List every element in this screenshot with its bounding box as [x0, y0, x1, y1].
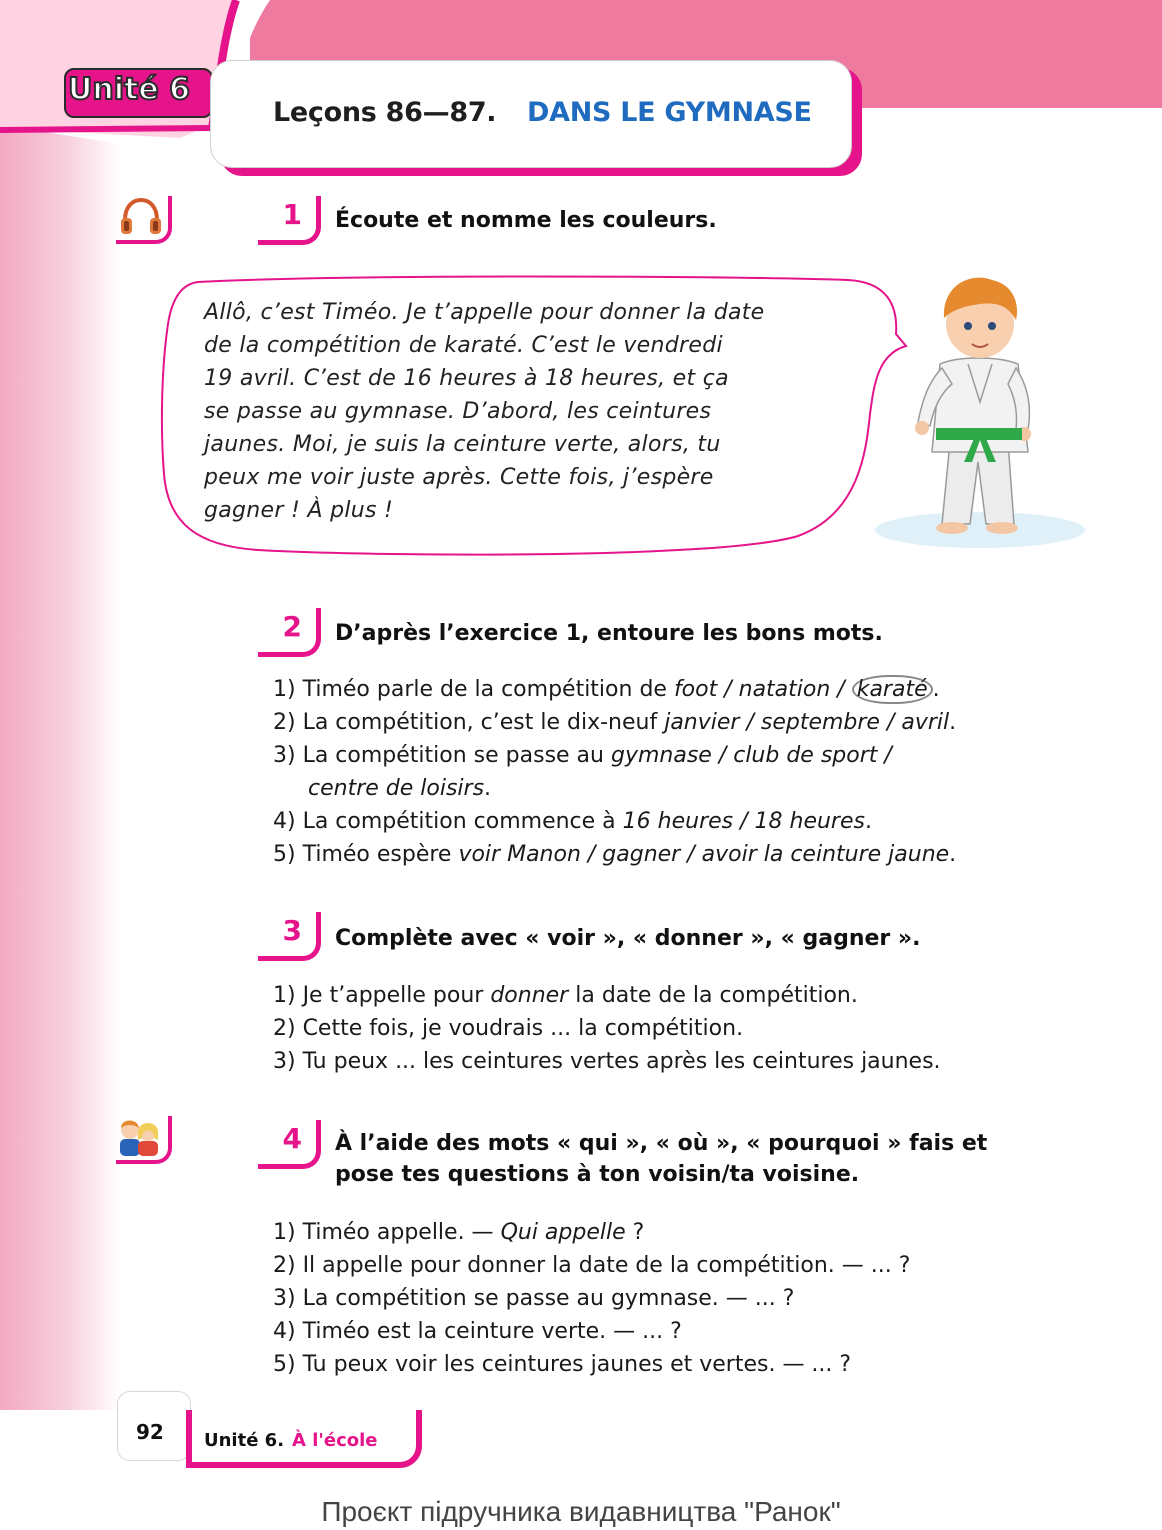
exercise-3-title: Complète avec « voir », « donner », « gagner ».: [335, 926, 921, 951]
footer-unit-title: À l'école: [292, 1430, 378, 1451]
audio-marker: [116, 196, 168, 242]
list-item: 4) Timéo est la ceinture verte. — ... ?: [273, 1319, 682, 1344]
list-item: 1) Timéo appelle. — Qui appelle ?: [273, 1220, 645, 1245]
publisher-caption: Проєкт підручника видавництва "Ранок": [321, 1496, 841, 1527]
circled-answer: karaté: [852, 675, 933, 704]
exercise-2-list: [273, 673, 956, 871]
pair-work-marker: [116, 1116, 168, 1162]
list-item: 2) La compétition, c’est le dix-neuf janvier / septembre / avril.: [273, 710, 957, 735]
list-item: 4) La compétition commence à 16 heures / 18 heures.: [273, 809, 872, 834]
list-item: 3) Tu peux ... les ceintures vertes après les ceintures jaunes.: [273, 1049, 941, 1074]
list-item: 1) Je t’appelle pour donner la date de la compétition.: [273, 983, 858, 1008]
bubble-line: se passe au gymnase. D’abord, les ceintures: [204, 399, 712, 424]
list-item: 3) La compétition se passe au gymnase. — ... ?: [273, 1286, 795, 1311]
exercise-3-list: [273, 979, 941, 1078]
unit-badge-label: Unité 6: [68, 72, 191, 107]
footer-unit-label: Unité 6.: [204, 1430, 285, 1451]
list-item: 1) Timéo parle de la compétition de foot / natation / karaté .: [273, 677, 940, 702]
exercise-1-title: Écoute et nomme les couleurs.: [335, 208, 717, 233]
exercise-1-number: 1: [258, 196, 318, 242]
exercise-4-list: [273, 1216, 910, 1381]
bubble-line: peux me voir juste après. Cette fois, j’espère: [204, 465, 714, 490]
bubble-line: 19 avril. C’est de 16 heures à 18 heures, et ça: [204, 366, 729, 391]
exercise-2-title: D’après l’exercice 1, entoure les bons mots.: [335, 621, 883, 646]
exercise-3-number: 3: [258, 912, 318, 958]
speech-bubble-text: [204, 296, 884, 527]
karate-boy-illustration: [868, 262, 1092, 552]
pair-work-icon: [116, 1116, 162, 1158]
exercise-4-title: À l’aide des mots « qui », « où », « pourquoi » fais et pose tes questions à ton voisin/ta voisine.: [335, 1131, 988, 1187]
exercise-2-number: 2: [258, 608, 318, 654]
bubble-line: Allô, c’est Timéo. Je t’appelle pour donner la date: [204, 300, 765, 325]
list-item: 2) Cette fois, je voudrais ... la compétition.: [273, 1016, 744, 1041]
lesson-number: Leçons 86—87.: [273, 97, 497, 128]
lesson-topic: DANS LE GYMNASE: [527, 97, 812, 128]
headphones-icon: [118, 196, 164, 238]
bubble-line: de la compétition de karaté. C’est le vendredi: [204, 333, 723, 358]
bubble-line: jaunes. Moi, je suis la ceinture verte, alors, tu: [204, 432, 721, 457]
list-item: 3) La compétition se passe au gymnase / club de sport /: [273, 743, 892, 768]
list-item: 5) Timéo espère voir Manon / gagner / avoir la ceinture jaune.: [273, 842, 957, 867]
list-item: 2) Il appelle pour donner la date de la compétition. — ... ?: [273, 1253, 911, 1278]
list-item-continuation: centre de loisirs.: [308, 776, 492, 801]
left-pink-band: [0, 0, 120, 1410]
bubble-line: gagner ! À plus !: [204, 498, 394, 523]
page-number: 92: [136, 1420, 164, 1444]
exercise-4-number: 4: [258, 1120, 318, 1166]
list-item: 5) Tu peux voir les ceintures jaunes et vertes. — ... ?: [273, 1352, 852, 1377]
